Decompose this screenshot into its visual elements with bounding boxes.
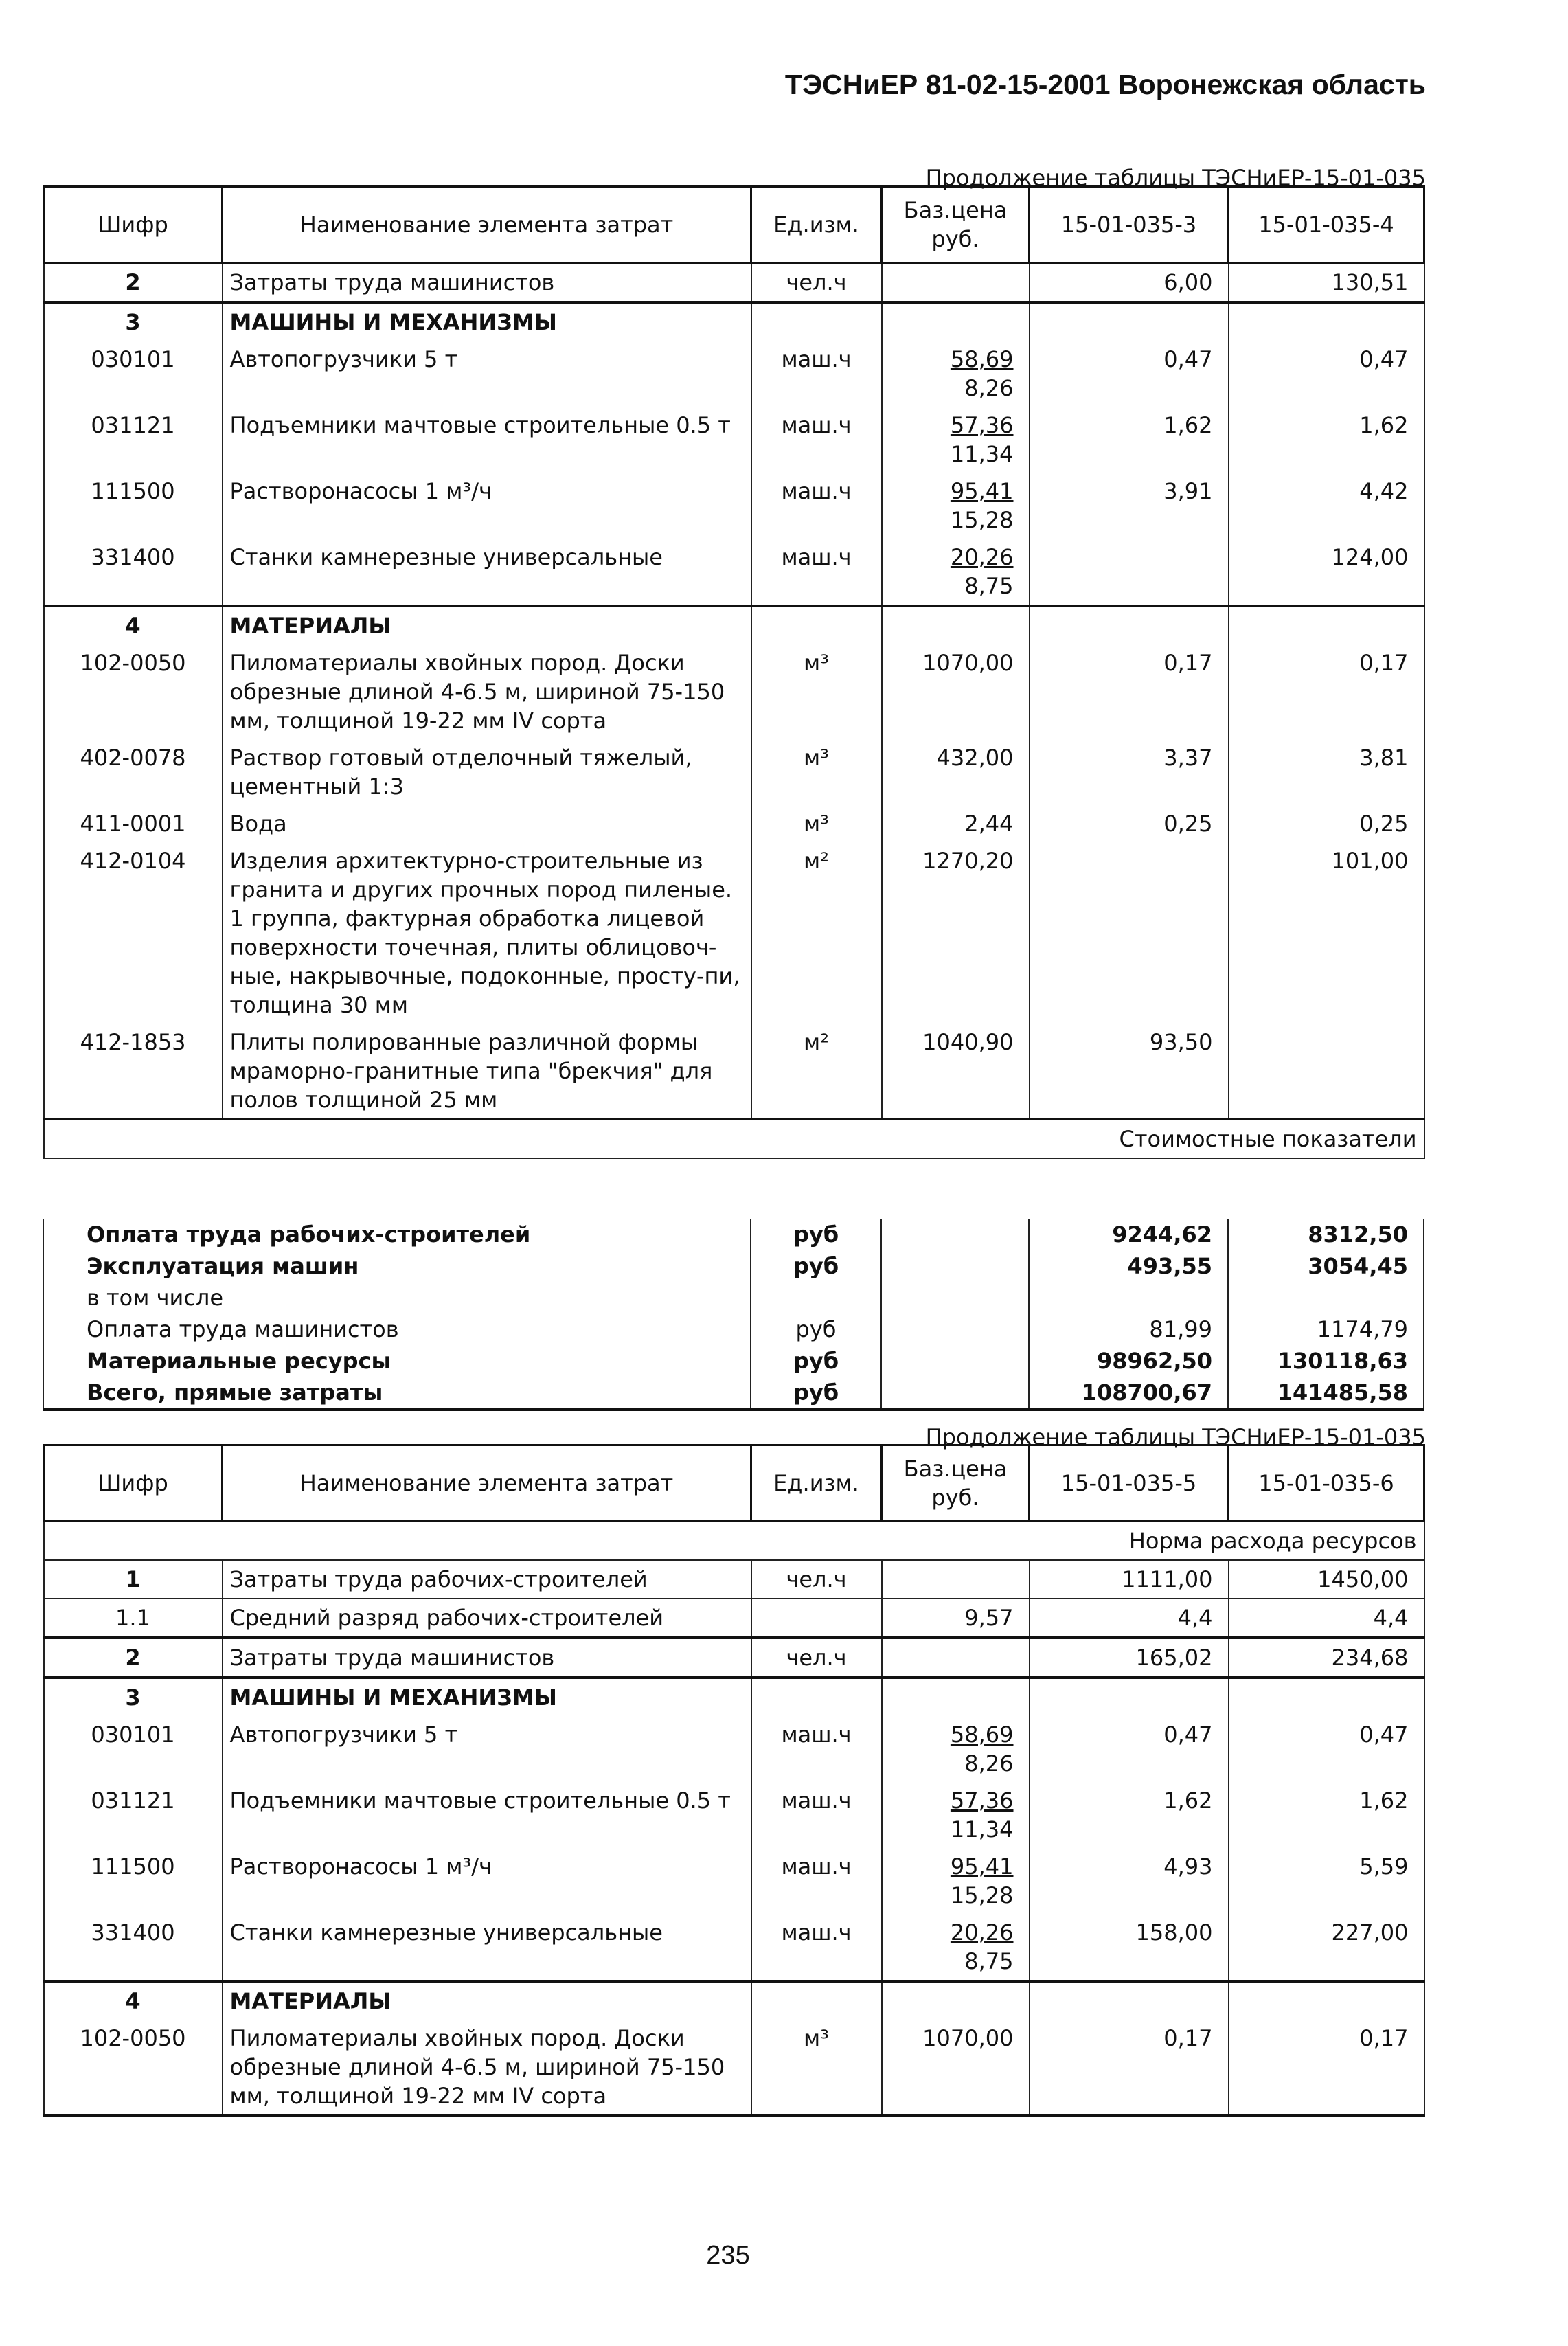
cell-code: 3 [44,302,223,341]
summary-price [881,1219,1029,1250]
cell-unit [751,1981,882,2020]
cell-v1: 0,47 [1030,1716,1229,1782]
cell-unit: маш.ч [751,1716,882,1782]
cell-v2 [1229,1981,1424,2020]
summary-row [43,1377,1424,1410]
cell-price [882,1638,1030,1678]
cell-unit [751,1599,882,1638]
cell-price [882,1981,1030,2020]
cell-v1: 1,62 [1030,1782,1229,1848]
table-row [44,805,1424,842]
cell-price: 2,44 [882,805,1030,842]
cell-v1 [1030,1678,1229,1716]
cell-price: 1040,90 [882,1024,1030,1120]
cell-code: 1.1 [44,1599,223,1638]
price-denominator: 11,34 [950,441,1014,467]
cell-price: 1070,00 [882,644,1030,739]
cell-unit: маш.ч [751,341,882,407]
summary-row [43,1313,1424,1345]
summary-v2: 1174,79 [1228,1313,1424,1345]
summary-v2: 3054,45 [1228,1250,1424,1282]
cell-code: 2 [44,263,223,303]
summary-v1: 9244,62 [1029,1219,1228,1250]
section-title: МАТЕРИАЛЫ [223,1981,751,2020]
document-header: ТЭСНиЕР 81-02-15-2001 Воронежская область [784,69,1426,100]
price-denominator: 11,34 [950,1816,1014,1842]
cell-code: 2 [44,1638,223,1678]
col-header-v2: 15-01-035-4 [1229,187,1424,263]
cell-name: Средний разряд рабочих-строителей [223,1599,751,1638]
cell-unit [751,1678,882,1716]
table-row [44,644,1424,739]
table-row [44,606,1424,644]
cell-v2: 234,68 [1229,1638,1424,1678]
summary-label: Эксплуатация машин [43,1250,751,1282]
price-denominator: 8,26 [964,1750,1014,1777]
col-header-v1: 15-01-035-3 [1030,187,1229,263]
cell-v1 [1030,539,1229,606]
summary-row [43,1282,1424,1313]
cell-v1: 0,47 [1030,341,1229,407]
cell-price [882,1560,1030,1599]
cell-v1 [1030,842,1229,1024]
cell-name: Подъемники мачтовые строительные 0.5 т [223,1782,751,1848]
col-header-unit: Ед.изм. [751,1445,882,1522]
cell-v1: 0,17 [1030,644,1229,739]
summary-v1: 493,55 [1029,1250,1228,1282]
cell-v2: 4,4 [1229,1599,1424,1638]
cell-name: Растворонасосы 1 м³/ч [223,1848,751,1914]
cell-code: 1 [44,1560,223,1599]
cell-code: 030101 [44,1716,223,1782]
cell-v2: 1,62 [1229,407,1424,473]
summary-unit: руб [751,1250,881,1282]
table2-caption: Продолжение таблицы ТЭСНиЕР-15-01-035 [925,1424,1426,1450]
col-header-unit: Ед.изм. [751,187,882,263]
cell-v1: 6,00 [1030,263,1229,303]
section-title: МАШИНЫ И МЕХАНИЗМЫ [223,1678,751,1716]
norm-banner-row [44,1522,1424,1561]
table2 [43,1444,1425,2117]
summary-v2: 8312,50 [1228,1219,1424,1250]
summary-price [881,1345,1029,1377]
cell-v1: 1111,00 [1030,1560,1229,1599]
cell-v2: 124,00 [1229,539,1424,606]
price-numerator: 20,26 [950,1919,1014,1945]
price-denominator: 15,28 [950,507,1014,533]
cell-v2 [1229,1678,1424,1716]
table-row [44,341,1424,407]
cell-v2: 0,47 [1229,341,1424,407]
cell-unit: м² [751,1024,882,1120]
cell-unit: м³ [751,739,882,805]
cell-code: 412-1853 [44,1024,223,1120]
cell-v1: 4,4 [1030,1599,1229,1638]
col-header-price: Баз.цена руб. [882,187,1030,263]
cell-name: Растворонасосы 1 м³/ч [223,473,751,539]
table-row [44,1981,1424,2020]
cell-code: 102-0050 [44,2020,223,2116]
summary-v1: 81,99 [1029,1313,1228,1345]
price-numerator: 58,69 [950,346,1014,372]
cell-name: Подъемники мачтовые строительные 0.5 т [223,407,751,473]
summary-unit [751,1282,881,1313]
cell-code: 402-0078 [44,739,223,805]
col-header-v2: 15-01-035-6 [1229,1445,1424,1522]
cost-banner-row [44,1120,1424,1159]
cell-price [882,1914,1030,1981]
table-row [44,2020,1424,2116]
price-denominator: 8,75 [964,573,1014,599]
cell-v2: 0,47 [1229,1716,1424,1782]
section-title: МАШИНЫ И МЕХАНИЗМЫ [223,302,751,341]
cell-v1 [1030,1981,1229,2020]
table-row [44,473,1424,539]
cell-unit: маш.ч [751,1848,882,1914]
cell-unit: м³ [751,2020,882,2116]
cell-price: 9,57 [882,1599,1030,1638]
cell-name: Станки камнерезные универсальные [223,539,751,606]
cell-name: Пиломатериалы хвойных пород. Доски обрезные длиной 4-6.5 м, шириной 75-150 мм, толщиной 19-22 мм IV сорта [223,2020,751,2116]
cell-v1 [1030,606,1229,644]
col-header-v1: 15-01-035-5 [1030,1445,1229,1522]
table-row [44,407,1424,473]
cell-code: 111500 [44,473,223,539]
cell-price [882,1678,1030,1716]
summary-label: Материальные ресурсы [43,1345,751,1377]
price-denominator: 8,26 [964,375,1014,401]
cell-code: 412-0104 [44,842,223,1024]
cell-v1: 0,25 [1030,805,1229,842]
cell-unit: м³ [751,644,882,739]
cell-name: Автопогрузчики 5 т [223,1716,751,1782]
table-row [44,1914,1424,1981]
price-numerator: 58,69 [950,1722,1014,1748]
cell-price [882,473,1030,539]
cell-code: 3 [44,1678,223,1716]
table-row [44,1716,1424,1782]
price-numerator: 95,41 [950,1853,1014,1880]
table-row [44,302,1424,341]
cell-price [882,407,1030,473]
cell-unit [751,606,882,644]
cell-v2: 0,17 [1229,644,1424,739]
cell-name: Изделия архитектурно-строительные из гранита и других прочных пород пиленые. 1 группа, фактурная обработка лицевой поверхности точечная, плиты облицовоч-ные, накрывочные, подоконные, просту-пи, толщина 30 мм [223,842,751,1024]
summary-v2: 141485,58 [1228,1377,1424,1410]
cell-unit: м³ [751,805,882,842]
table-row [44,842,1424,1024]
cell-unit: маш.ч [751,473,882,539]
price-numerator: 57,36 [950,1787,1014,1814]
col-header-name: Наименование элемента затрат [223,187,751,263]
cell-code: 031121 [44,407,223,473]
cell-code: 331400 [44,539,223,606]
summary-v1: 98962,50 [1029,1345,1228,1377]
cell-price [882,341,1030,407]
cell-price [882,606,1030,644]
cell-v2: 1,62 [1229,1782,1424,1848]
table1 [43,185,1425,1159]
table1-caption: Продолжение таблицы ТЭСНиЕР-15-01-035 [925,165,1426,191]
cell-name: Станки камнерезные универсальные [223,1914,751,1981]
cell-v2: 0,25 [1229,805,1424,842]
table-row [44,1024,1424,1120]
cell-v2: 5,59 [1229,1848,1424,1914]
summary-unit: руб [751,1377,881,1410]
price-numerator: 57,36 [950,412,1014,438]
cell-v2: 3,81 [1229,739,1424,805]
cell-v1: 3,91 [1030,473,1229,539]
summary-row [43,1219,1424,1250]
summary-row [43,1250,1424,1282]
cell-code: 111500 [44,1848,223,1914]
col-header-price: Баз.цена руб. [882,1445,1030,1522]
cell-unit: чел.ч [751,263,882,303]
summary-price [881,1377,1029,1410]
cell-v2: 0,17 [1229,2020,1424,2116]
cell-v1: 0,17 [1030,2020,1229,2116]
cell-v1: 4,93 [1030,1848,1229,1914]
cell-name: Затраты труда машинистов [223,1638,751,1678]
cell-v2: 4,42 [1229,473,1424,539]
cell-unit: чел.ч [751,1560,882,1599]
summary-price [881,1313,1029,1345]
cell-v2: 1450,00 [1229,1560,1424,1599]
cell-v1: 1,62 [1030,407,1229,473]
cell-name: Затраты труда рабочих-строителей [223,1560,751,1599]
price-denominator: 8,75 [964,1948,1014,1974]
cell-code: 331400 [44,1914,223,1981]
table-row [44,1560,1424,1599]
cost-banner: Стоимостные показатели [44,1120,1424,1159]
cell-name: Автопогрузчики 5 т [223,341,751,407]
cell-price: 432,00 [882,739,1030,805]
cell-v2 [1229,302,1424,341]
cell-v2: 130,51 [1229,263,1424,303]
cell-name: Затраты труда машинистов [223,263,751,303]
cell-price [882,302,1030,341]
summary-unit: руб [751,1313,881,1345]
cell-v2: 227,00 [1229,1914,1424,1981]
summary-v2 [1228,1282,1424,1313]
cell-name: Вода [223,805,751,842]
summary-unit: руб [751,1345,881,1377]
table-row [44,1848,1424,1914]
cell-code: 030101 [44,341,223,407]
summary-v2: 130118,63 [1228,1345,1424,1377]
table-row [44,1782,1424,1848]
summary-unit: руб [751,1219,881,1250]
cell-v1: 93,50 [1030,1024,1229,1120]
cell-unit: маш.ч [751,407,882,473]
cell-price [882,1782,1030,1848]
cell-code: 031121 [44,1782,223,1848]
norm-banner: Норма расхода ресурсов [44,1522,1424,1561]
table-row [44,1678,1424,1716]
cell-unit: чел.ч [751,1638,882,1678]
price-numerator: 20,26 [950,544,1014,570]
summary-label: Всего, прямые затраты [43,1377,751,1410]
cell-v1 [1030,302,1229,341]
cell-v2 [1229,606,1424,644]
cell-unit: м² [751,842,882,1024]
cell-price [882,263,1030,303]
summary-label: Оплата труда рабочих-строителей [43,1219,751,1250]
cell-code: 4 [44,606,223,644]
cell-v2: 101,00 [1229,842,1424,1024]
cell-price [882,1716,1030,1782]
summary-v1: 108700,67 [1029,1377,1228,1410]
col-header-code: Шифр [44,187,223,263]
page-number: 235 [706,2241,750,2270]
cell-v1: 158,00 [1030,1914,1229,1981]
summary-row [43,1345,1424,1377]
cell-name: Плиты полированные различной формы мраморно-гранитные типа "брекчия" для полов толщиной 25 мм [223,1024,751,1120]
price-numerator: 95,41 [950,478,1014,504]
section-title: МАТЕРИАЛЫ [223,606,751,644]
cell-name: Раствор готовый отделочный тяжелый, цементный 1:3 [223,739,751,805]
summary-label: в том числе [43,1282,751,1313]
cell-v1: 165,02 [1030,1638,1229,1678]
cell-v1: 3,37 [1030,739,1229,805]
summary-price [881,1250,1029,1282]
cell-name: Пиломатериалы хвойных пород. Доски обрезные длиной 4-6.5 м, шириной 75-150 мм, толщиной 19-22 мм IV сорта [223,644,751,739]
cell-code: 411-0001 [44,805,223,842]
cell-unit: маш.ч [751,539,882,606]
table-row [44,539,1424,606]
col-header-code: Шифр [44,1445,223,1522]
summary-label: Оплата труда машинистов [43,1313,751,1345]
cell-code: 102-0050 [44,644,223,739]
cell-unit: маш.ч [751,1914,882,1981]
summary-price [881,1282,1029,1313]
price-denominator: 15,28 [950,1882,1014,1908]
cell-unit: маш.ч [751,1782,882,1848]
cell-price [882,539,1030,606]
cost-summary [43,1219,1424,1411]
cell-code: 4 [44,1981,223,2020]
cell-price [882,1848,1030,1914]
table-row [44,263,1424,303]
cell-price: 1270,20 [882,842,1030,1024]
cell-price: 1070,00 [882,2020,1030,2116]
table-row [44,1638,1424,1678]
col-header-name: Наименование элемента затрат [223,1445,751,1522]
cell-unit [751,302,882,341]
summary-v1 [1029,1282,1228,1313]
table-row [44,1599,1424,1638]
cell-v2 [1229,1024,1424,1120]
table-row [44,739,1424,805]
